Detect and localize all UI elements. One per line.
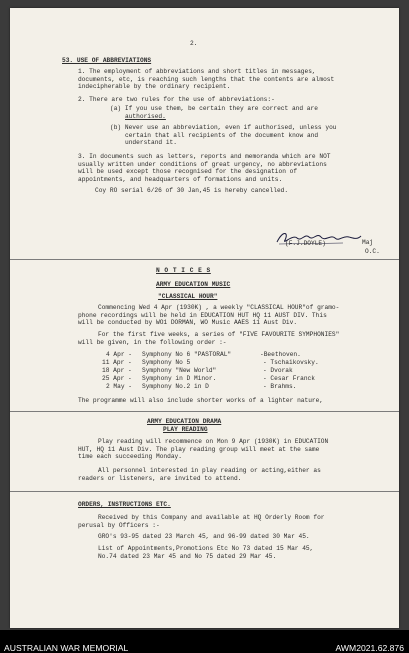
para-1-line-3: indecipherable by the ordinary recipient. [78,83,231,90]
music-line-1: Commencing Wed 4 Apr (1930K) , a weekly "CLASSICAL HOUR"of gramo- [98,304,340,311]
music-line-3: will be conducted by WO1 DORMAN, WO Music AAES 11 Aust Div. [78,319,298,326]
notices-title: N O T I C E S [156,267,211,274]
music-line-5: will be given, in the following order :- [78,338,227,346]
signature-title: O.C. [365,248,380,255]
para-2: 2. There are two rules for the use of abbreviations:- [78,96,275,103]
orders-heading: ORDERS, INSTRUCTIONS ETC. [78,501,171,508]
orders-line-3: GRO's 93-95 dated 23 March 45, and 96-99 dated 30 Mar 45. [98,533,310,540]
schedule-work: Symphony in D Minor. [142,375,217,382]
para-1-line-2: documents, etc, is reaching such lengths that the contents are almost [78,75,335,83]
schedule-date: 4 Apr - [106,351,132,358]
drama-line-1: Play reading will recommence on Mon 9 Apr (1930K) in EDUCATION [98,438,329,445]
section-heading: 53. USE OF ABBREVIATIONS [62,57,152,64]
schedule-composer: - Brahms. [263,383,297,390]
para-3-line-2: usually written under conditions of great urgency, no abbreviations [78,160,327,168]
schedule-composer: -Beethoven. [260,351,301,358]
para-3-line-1: 3. In documents such as letters, reports and memoranda which are NOT [78,153,331,160]
music-footer-note: The programme will also include shorter works of a lighter nature, [78,397,324,404]
orders-line-1: Received by this Company and available at HQ Orderly Room for [98,514,325,521]
drama-line-4: All personnel interested in play reading or acting,either as [98,467,321,474]
orders-line-5: No.74 dated 23 Mar 45 and No 75 dated 29 Mar 45. [98,552,277,560]
rule-a-line-1: (a) If you use them, be certain they are correct and are [110,105,318,112]
schedule-composer: - Cesar Franck [263,375,315,382]
drama-line-2: HUT, HQ 11 Aust Div. The play reading group will meet at the same [78,445,320,453]
schedule-date: 2 May - [106,383,132,390]
signature-rank: Maj [362,239,374,246]
schedule-date: 11 Apr - [102,359,132,366]
schedule-composer: - Dvorak [263,367,293,374]
divider-bottom [10,491,399,492]
para-1-line-1: 1. The employment of abbreviations and short titles in messages, [78,68,316,75]
divider-top [10,259,399,260]
page-number: 2. [190,40,198,47]
archive-reference: AWM2021.62.876 [335,643,404,653]
schedule-date: 18 Apr - [102,367,132,374]
schedule-work: Symphony No 6 "PASTORAL" [142,351,232,358]
orders-line-2: perusal by Officers :- [78,521,160,529]
drama-subheading: PLAY READING [163,426,208,433]
drama-heading: ARMY EDUCATION DRAMA [147,418,222,425]
schedule-work: Symphony "New World" [142,367,217,374]
music-line-4: For the first five weeks, a series of "FIVE FAVOURITE SYMPHONIES" [98,331,340,338]
rule-b-line-3: understand it. [125,139,177,146]
para-3-line-3: will be used except those recognised for the designation of [78,168,298,175]
orders-line-4: List of Appointments,Promotions Etc No 73 dated 15 Mar 45, [98,545,314,552]
rule-a-line-2: authorised. [125,112,166,120]
drama-line-3: time each succeeding Monday. [78,453,182,460]
schedule-work: Symphony No 5 [142,359,191,366]
schedule-composer: - Tschaikovsky. [263,359,319,366]
signature-name: (F.J.DOYLE) [285,240,326,247]
music-heading: ARMY EDUCATION MUSIC [156,281,231,288]
document-page [10,8,399,628]
archive-footer-bar [0,630,409,653]
music-line-2: phone recordings will be held in EDUCATION HUT HQ 11 AUST DIV. This [78,311,327,319]
archive-name: AUSTRALIAN WAR MEMORIAL [4,643,129,653]
cancellation-note: Coy RO serial 6/26 of 30 Jan,45 is hereby cancelled. [95,187,289,194]
divider-middle [10,411,399,412]
para-3-line-4: appointments, and headquarters of formations and units. [78,175,283,183]
schedule-date: 25 Apr - [102,375,132,382]
rule-b-line-1: (b) Never use an abbreviation, even if authorised, unless you [110,124,337,131]
music-subheading: "CLASSICAL HOUR" [158,293,218,300]
drama-line-5: readers or listeners, are invited to attend. [78,474,242,482]
schedule-work: Symphony No.2 in D [142,383,209,390]
rule-b-line-2: certain that all recipients of the document know and [125,131,319,139]
